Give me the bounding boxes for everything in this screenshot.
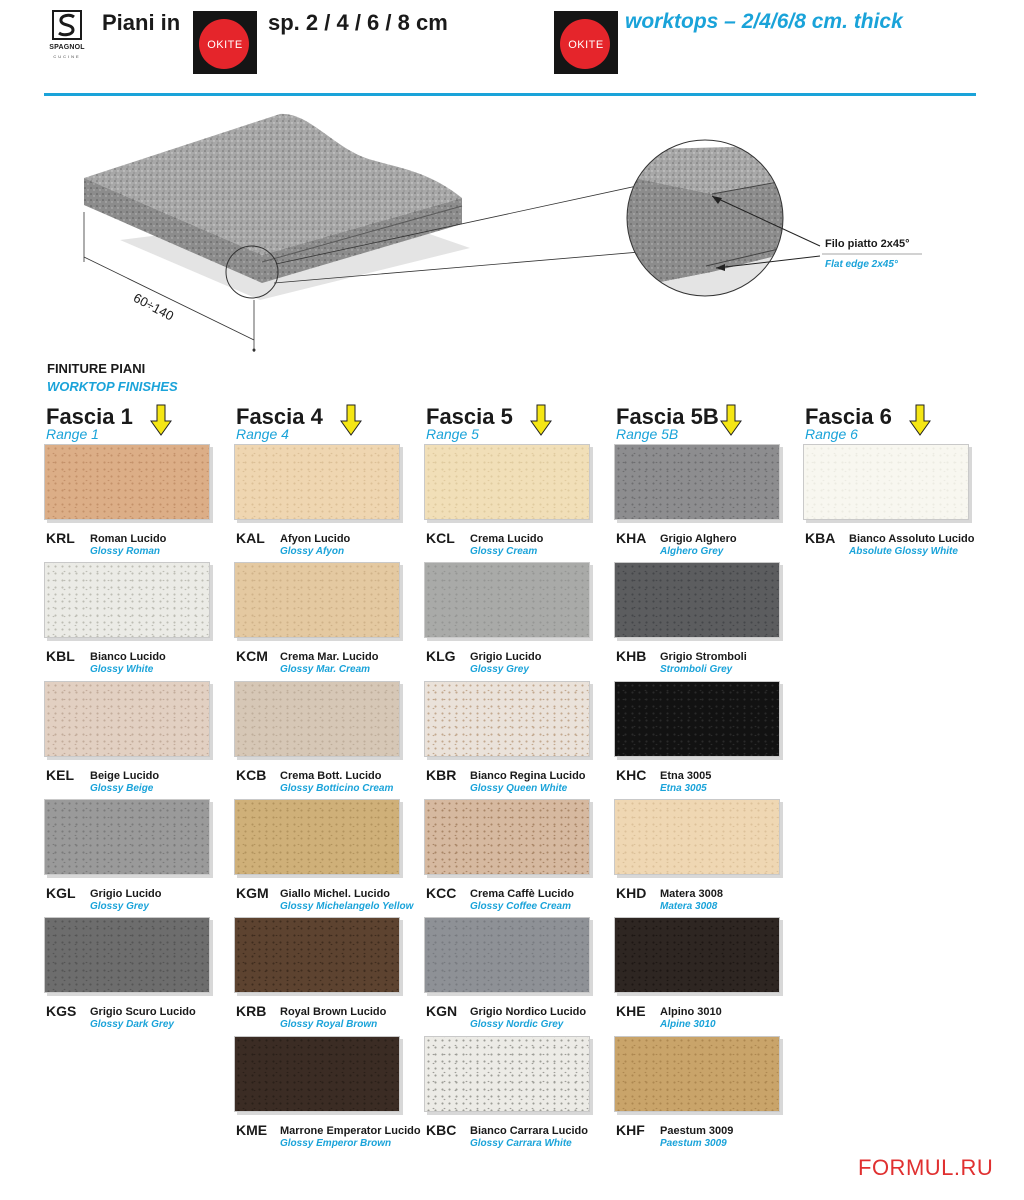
finish-name-english: Glossy Queen White [470,782,568,794]
finish-code: KHC [616,766,647,783]
finish-name-italian: Bianco Regina Lucido [470,769,586,782]
finish-name-english: Alghero Grey [660,546,724,557]
finish-code: KME [236,1121,268,1138]
range-subtitle: Range 5 [426,426,479,442]
finish-swatch-kgl [44,799,210,875]
finish-name-italian: Bianco Assoluto Lucido [849,533,975,545]
down-arrow-icon [530,404,552,436]
finish-name-english: Glossy Nordic Grey [470,1019,564,1031]
finish-name-italian: Grigio Scuro Lucido [90,1006,196,1019]
finish-swatch-khe [614,917,780,993]
finish-name-english: Glossy Carrara White [470,1137,572,1149]
finish-code: KCL [426,530,455,546]
range-title: Fascia 5 [426,404,513,429]
finish-swatch-khf [614,1036,780,1112]
logo-sub: CUCINE [53,54,81,59]
finish-swatch-khb [614,562,780,638]
dimension-label: 60÷140 [130,290,177,324]
finish-name-italian: Grigio Alghero [660,533,737,545]
finish-swatch-kgm [234,799,400,875]
finish-swatch-kal [234,444,400,520]
range-subtitle: Range 6 [805,426,858,442]
finish-name-italian: Crema Caffè Lucido [470,887,574,900]
range-title: Fascia 6 [805,404,892,429]
finish-name-italian: Crema Bott. Lucido [280,769,382,782]
finish-name-italian: Marrone Emperator Lucido [280,1124,421,1137]
finish-name-italian: Matera 3008 [660,887,723,900]
finishes-title-english: WORKTOP FINISHES [47,379,178,394]
down-arrow-icon [720,404,742,436]
finish-swatch-kba [803,444,969,520]
finish-code: KBA [805,530,836,546]
title-english: worktops – 2/4/6/8 cm. thick [625,10,903,33]
range-subtitle: Range 5B [616,426,679,442]
finish-swatch-kel [44,681,210,757]
title-italian-part2: sp. 2 / 4 / 6 / 8 cm [268,10,448,35]
finish-name-english: Glossy Botticino Cream [280,782,394,794]
finish-code: KHF [616,1121,645,1138]
finish-swatch-krl [44,444,210,520]
finish-name-italian: Bianco Carrara Lucido [470,1124,588,1137]
down-arrow-icon [150,404,172,436]
finish-swatch-krb [234,917,400,993]
finish-code: KHA [616,530,647,546]
finish-swatch-kcb [234,681,400,757]
finish-code: KBR [426,766,457,783]
edge-label-italian: Filo piatto 2x45° [825,238,910,250]
finish-swatch-klg [424,562,590,638]
finish-name-english: Glossy Michelangelo Yellow [280,900,414,912]
finish-name-english: Glossy Grey [90,900,149,912]
finish-name-english: Glossy Royal Brown [280,1019,378,1031]
range-title: Fascia 1 [46,404,133,429]
finish-name-english: Glossy White [90,664,154,676]
title-italian-part1: Piani in [102,10,181,35]
finish-name-english: Glossy Cream [470,546,538,557]
logo-brand: SPAGNOL [49,44,85,51]
finish-swatch-kbc [424,1036,590,1112]
range-title: Fascia 5B [616,404,719,429]
finish-name-italian: Afyon Lucido [280,533,351,545]
finish-swatch-kgs [44,917,210,993]
finish-name-italian: Grigio Lucido [90,887,162,900]
finish-code: KHB [616,648,647,665]
finish-code: KBC [426,1121,457,1138]
finish-code: KGL [46,884,76,901]
range-subtitle: Range 1 [46,426,99,442]
finish-name-english: Glossy Emperor Brown [280,1137,392,1149]
finish-swatch-khd [614,799,780,875]
finish-name-english: Glossy Mar. Cream [280,664,371,676]
finish-name-italian: Bianco Lucido [90,651,166,664]
finish-name-italian: Grigio Stromboli [660,651,747,664]
watermark: FORMUL.RU [858,1155,994,1180]
finish-name-italian: Paestum 3009 [660,1124,734,1137]
okite-badge-text: OKITE [207,39,243,51]
finish-swatch-kcc [424,799,590,875]
finish-swatch-kgn [424,917,590,993]
finish-name-english: Matera 3008 [660,900,718,912]
finish-name-english: Alpine 3010 [660,1019,716,1031]
finish-name-italian: Beige Lucido [90,769,160,782]
finish-code: KRB [236,1003,267,1020]
finish-name-english: Glossy Roman [90,546,161,557]
finish-code: KGS [46,1003,77,1020]
finish-name-italian: Grigio Nordico Lucido [470,1006,587,1019]
finish-code: KGN [426,1003,458,1020]
finish-name-italian: Grigio Lucido [470,651,542,664]
finish-name-italian: Giallo Michel. Lucido [280,887,391,900]
finish-name-english: Paestum 3009 [660,1137,727,1149]
finish-name-english: Glossy Grey [470,664,529,676]
finish-swatch-khc [614,681,780,757]
finish-swatch-kcl [424,444,590,520]
okite-badge-text-2: OKITE [568,39,604,51]
down-arrow-icon [909,404,931,436]
finish-code: KBL [46,648,75,665]
finish-code: KCB [236,766,267,783]
finish-name-english: Etna 3005 [660,782,707,794]
finish-name-italian: Crema Mar. Lucido [280,651,379,664]
finish-swatch-kme [234,1036,400,1112]
finish-code: KLG [426,648,456,665]
finish-name-italian: Etna 3005 [660,769,712,782]
finish-name-italian: Roman Lucido [90,533,167,545]
finish-code: KHD [616,884,647,901]
finish-swatch-kha [614,444,780,520]
down-arrow-icon [340,404,362,436]
finish-code: KAL [236,530,265,546]
finish-code: KGM [236,884,269,901]
finish-name-italian: Royal Brown Lucido [280,1006,387,1019]
finish-name-english: Glossy Afyon [280,546,345,557]
range-subtitle: Range 4 [236,426,289,442]
finish-code: KCM [236,648,268,665]
finish-swatch-kbl [44,562,210,638]
finish-code: KRL [46,530,75,546]
finish-code: KCC [426,884,457,901]
finish-code: KHE [616,1003,646,1020]
finish-swatch-kbr [424,681,590,757]
finish-name-english: Glossy Beige [90,782,154,794]
finish-swatch-kcm [234,562,400,638]
finish-name-english: Absolute Glossy White [849,546,958,557]
edge-label-english: Flat edge 2x45° [825,259,898,270]
finish-code: KEL [46,766,74,783]
finish-name-italian: Alpino 3010 [660,1006,722,1019]
finish-name-english: Glossy Dark Grey [90,1019,174,1031]
finish-name-italian: Crema Lucido [470,533,544,545]
finishes-title-italian: FINITURE PIANI [47,361,146,376]
finish-name-english: Stromboli Grey [660,664,733,676]
finish-name-english: Glossy Coffee Cream [470,900,571,912]
range-title: Fascia 4 [236,404,323,429]
